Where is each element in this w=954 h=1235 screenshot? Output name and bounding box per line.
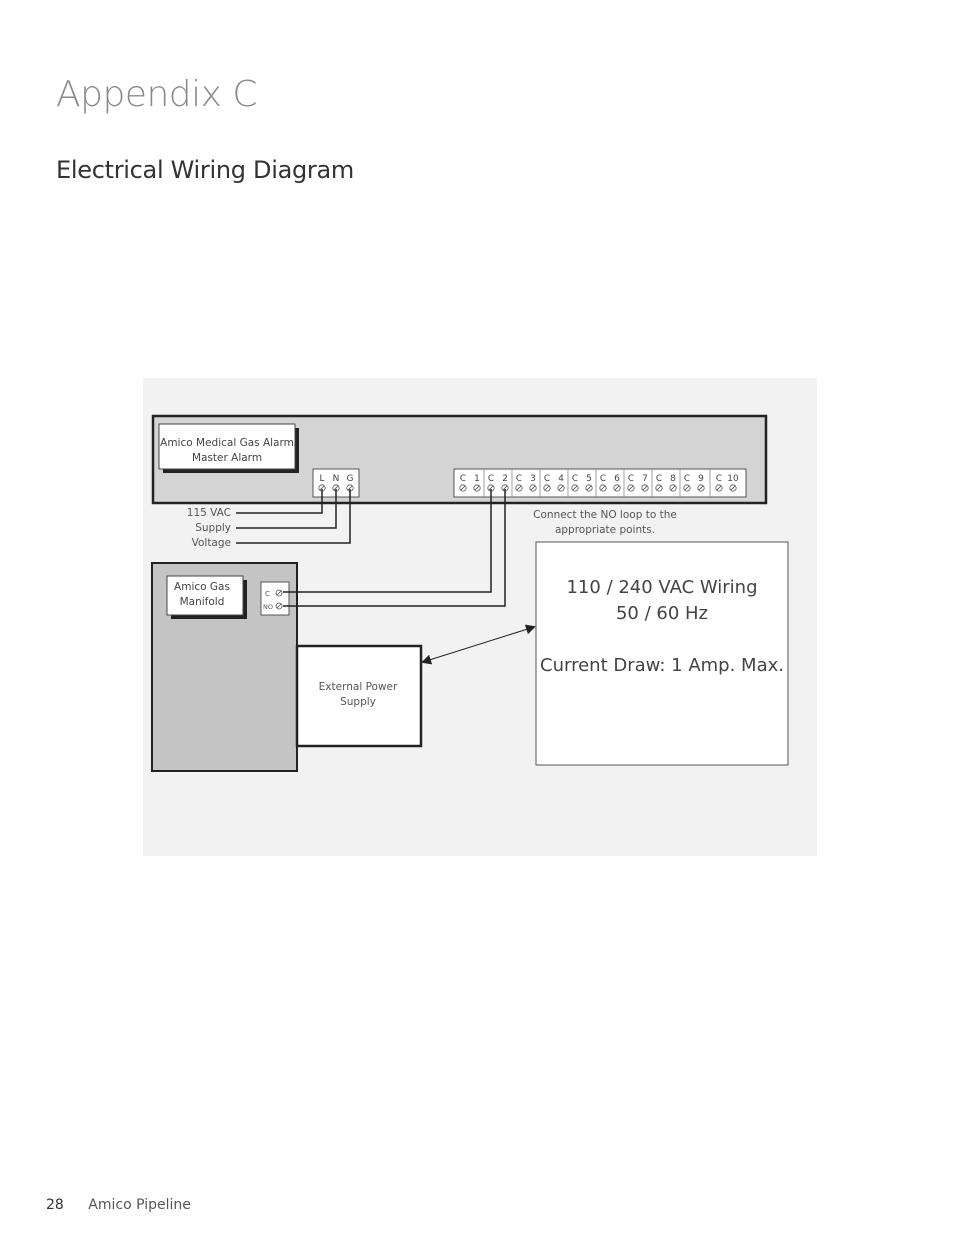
relay-terminal-label: 9 [698,474,704,484]
publication-name: Amico Pipeline [88,1197,191,1213]
relay-terminal-label: C [459,474,467,484]
relay-terminal-label: 8 [670,474,676,484]
relay-terminal-label: C [683,474,691,484]
relay-terminal-label: 2 [502,474,508,484]
wiring-info-line-1: 110 / 240 VAC Wiring [566,577,758,598]
relay-terminal-label: 10 [727,474,739,484]
relay-terminal-label: 5 [586,474,592,484]
page-footer [46,1197,191,1213]
page-title: Appendix C [56,74,258,115]
manifold-terminal-c: C [265,590,270,598]
relay-terminal-label: 1 [474,474,480,484]
power-terminal-label: L [319,474,325,484]
wiring-diagram [143,378,817,856]
wiring-info-box [536,542,788,765]
relay-terminal-label: 4 [558,474,564,484]
manifold-terminal-no: NO [263,603,273,611]
manifold-label-line-2: Manifold [179,596,225,608]
relay-terminal-label: 3 [530,474,536,484]
relay-terminal-label: C [571,474,579,484]
relay-terminal-label: C [543,474,551,484]
manifold-label-line-1: Amico Gas [174,581,230,593]
supply-label-line-1: 115 VAC [186,507,231,519]
master-alarm-label-line-2: Master Alarm [191,452,263,464]
power-terminal-label: G [346,474,354,484]
relay-terminal-label: C [515,474,523,484]
no-loop-note-line-1: Connect the NO loop to the [533,509,677,521]
relay-terminal-label: 6 [614,474,620,484]
relay-terminal-label: C [627,474,635,484]
relay-terminal-label: 7 [642,474,648,484]
master-alarm-label-line-1: Amico Medical Gas Alarm [160,437,294,449]
relay-terminal-label: C [715,474,723,484]
supply-label-line-2: Supply [195,522,231,534]
supply-label-line-3: Voltage [191,537,231,549]
wiring-info-line-3: Current Draw: 1 Amp. Max. [540,655,784,676]
relay-terminal-label: C [599,474,607,484]
page-number: 28 [46,1197,64,1213]
wiring-info-line-2: 50 / 60 Hz [615,603,709,624]
relay-terminal-label: C [487,474,495,484]
external-power-label-line-1: External Power [318,681,398,693]
external-power-label-line-2: Supply [340,696,376,708]
no-loop-note-line-2: appropriate points. [554,524,656,536]
relay-terminal-label: C [655,474,663,484]
power-terminal-label: N [332,474,340,484]
section-title: Electrical Wiring Diagram [56,156,354,184]
